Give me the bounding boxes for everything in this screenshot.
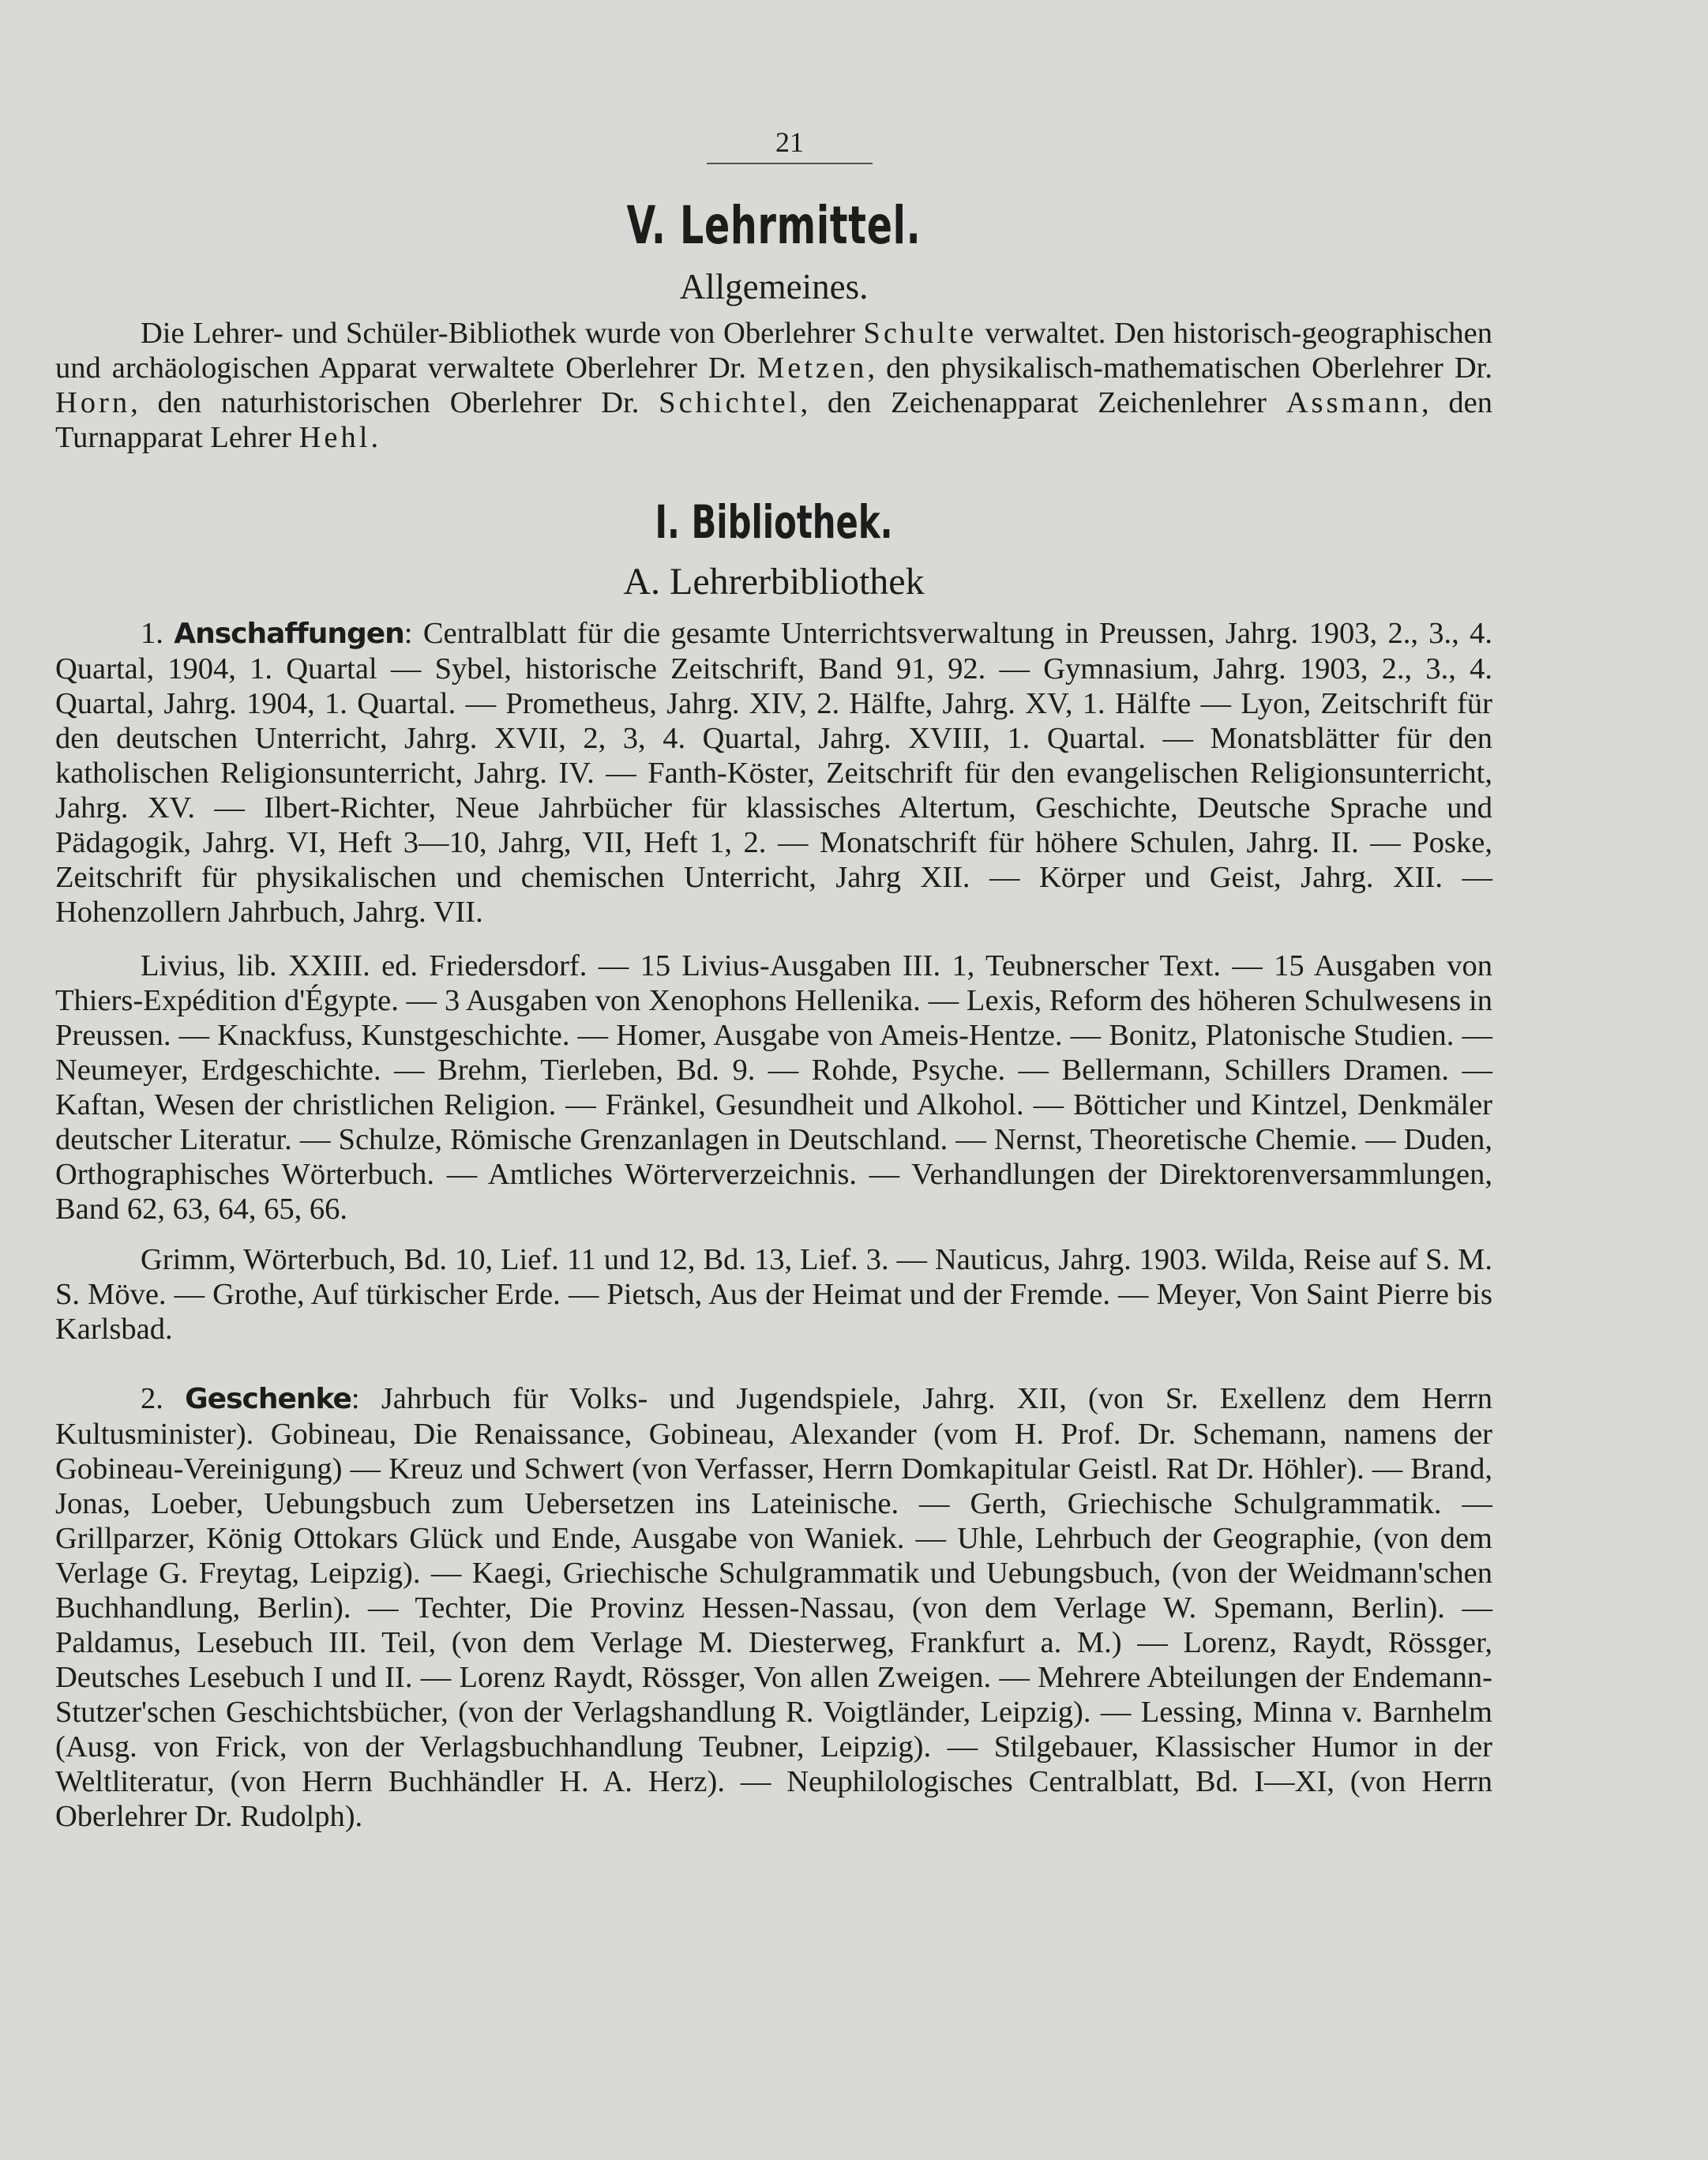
intro-text-6: , den Turnapparat Lehrer: [55, 386, 1492, 454]
intro-text-5: , den Zeichenapparat Zeichenlehrer: [800, 386, 1286, 419]
chapter-subtitle: Allgemeines.: [679, 267, 869, 306]
section-title: I. Bibliothek.: [655, 495, 893, 549]
chapter-title: V. Lehrmittel.: [626, 195, 922, 256]
name-hehl: Hehl: [298, 421, 371, 454]
name-assmann: Assmann: [1286, 386, 1422, 419]
gifts-paragraph: [55, 1381, 1492, 1834]
acquisitions-paragraph-2: Livius, lib. XXIII. ed. Friedersdorf. — 15 Livius-Ausgaben III. 1, Teubnerscher Text. — 15 Ausgaben von Thiers-Expédition d'Égypte. — 3 Ausgaben von Xenophons Hellenika. — Lexis, Reform des höheren Schulwesens in Preussen. — Knackfuss, Kunstgeschichte. — Homer, Ausgabe von Ameis-Hentze. — Bonitz, Platonische Studien. — Neumeyer, Erdgeschichte. — Brehm, Tierleben, Bd. 9. — Rohde, Psyche. — Bellermann, Schillers Dramen. — Kaftan, Wesen der christlichen Religion. — Fränkel, Gesundheit und Alkohol. — Bötticher und Kintzel, Denkmäler deutscher Literatur. — Schulze, Römische Grenzanlagen in Deutschland. — Nernst, Theoretische Chemie. — Duden, Orthographisches Wörterbuch. — Amtliches Wörterverzeichnis. — Verhandlungen der Direktorenversammlungen, Band 62, 63, 64, 65, 66.: [55, 949, 1492, 1226]
intro-text-7: .: [370, 421, 379, 454]
subsection-title: A. Lehrerbibliothek: [623, 561, 925, 603]
intro-text-4: , den naturhistorischen Oberlehrer Dr.: [130, 386, 659, 419]
name-horn: Horn: [55, 386, 131, 419]
name-metzen: Metzen: [756, 351, 868, 385]
acquisitions-paragraph-3: Grimm, Wörterbuch, Bd. 10, Lief. 11 und 12, Bd. 13, Lief. 3. — Nauticus, Jahrg. 1903. Wilda, Reise auf S. M. S. Möve. — Grothe, Auf türkischer Erde. — Pietsch, Aus der Heimat und der Fremde. — Meyer, Von Saint Pierre bis Karlsbad.: [55, 1243, 1492, 1346]
intro-paragraph: [55, 316, 1492, 455]
acquisitions-text: : Centralblatt für die gesamte Unterrichtsverwaltung in Preussen, Jahrg. 1903, 2., 3., 4. Quartal, 1904, 1. Quartal — Sybel, historische Zeitschrift, Band 91, 92. — Gymnasium, Jahrg. 1903, 2., 3., 4. Quartal, Jahrg. 1904, 1. Quartal. — Prometheus, Jahrg. XIV, 2. Hälfte, Jahrg. XV, 1. Hälfte — Lyon, Zeitschrift für den deutschen Unterricht, Jahrg. XVII, 2, 3, 4. Quartal, Jahrg. XVIII, 1. Quartal. — Monatsblätter für den katholischen Religionsunterricht, Jahrg. IV. — Fanth-Köster, Zeitschrift für den evangelischen Religionsunterricht, Jahrg. XV. — Ilbert-Richter, Neue Jahrbücher für klassisches Altertum, Geschichte, Deutsche Sprache und Pädagogik, Jahrg. VI, Heft 3—10, Jahrg, VII, Heft 1, 2. — Monatschrift für höhere Schulen, Jahrg. II. — Poske, Zeitschrift für physikalischen und chemischen Unterricht, Jahrg XII. — Körper und Geist, Jahrg. XII. — Hohenzollern Jahrbuch, Jahrg. VII.: [55, 617, 1492, 929]
name-schulte: Schulte: [863, 317, 977, 350]
document-page: [55, 126, 1492, 1834]
name-schichtel: Schichtel: [659, 386, 801, 419]
intro-text-3: , den physikalisch-mathematischen Oberlehrer Dr.: [867, 351, 1492, 385]
acquisitions-number: 1.: [141, 617, 163, 650]
gifts-text: : Jahrbuch für Volks- und Jugendspiele, Jahrg. XII, (von Sr. Exellenz dem Herrn Kultusminister). Gobineau, Die Renaissance, Gobineau, Alexander (vom H. Prof. Dr. Schemann, namens der Gobineau-Vereinigung) — Kreuz und Schwert (von Verfasser, Herrn Domkapitular Geistl. Rat Dr. Höhler). — Brand, Jonas, Loeber, Uebungsbuch zum Uebersetzen ins Lateinische. — Gerth, Griechische Schulgrammatik. — Grillparzer, König Ottokars Glück und Ende, Ausgabe von Waniek. — Uhle, Lehrbuch der Geographie, (von dem Verlage G. Freytag, Leipzig). — Kaegi, Griechische Schulgrammatik und Uebungsbuch, (von der Weidmann'schen Buchhandlung, Berlin). — Techter, Die Provinz Hessen-Nassau, (von dem Verlage W. Spemann, Berlin). — Paldamus, Lesebuch III. Teil, (von dem Verlage M. Diesterweg, Frankfurt a. M.) — Lorenz, Raydt, Rössger, Deutsches Lesebuch I und II. — Lorenz Raydt, Rössger, Von allen Zweigen. — Mehrere Abteilungen der Endemann-Stutzer'schen Geschichtsbücher, (von der Verlagshandlung R. Voigtländer, Leipzig). — Lessing, Minna v. Barnhelm (Ausg. von Frick, von der Verlagsbuchhandlung Teubner, Leipzig). — Stilgebauer, Klassischer Humor in der Weltliteratur, (von Herrn Buchhändler H. A. Herz). — Neuphilologisches Centralblatt, Bd. I—XI, (von Herrn Oberlehrer Dr. Rudolph).: [55, 1382, 1493, 1833]
page-number: 21: [775, 126, 804, 158]
intro-text-1: Die Lehrer- und Schüler-Bibliothek wurde von Oberlehrer: [141, 317, 864, 350]
page-number-rule: [707, 163, 873, 164]
acquisitions-heading: Anschaffungen: [174, 618, 404, 650]
gifts-number: 2.: [141, 1382, 163, 1415]
intro-text-2: verwaltet. Den historisch-geographischen und archäologischen Apparat verwaltete Oberlehrer Dr.: [55, 317, 1492, 385]
gifts-heading: Geschenke: [185, 1383, 351, 1415]
acquisitions-paragraph: [55, 616, 1492, 930]
